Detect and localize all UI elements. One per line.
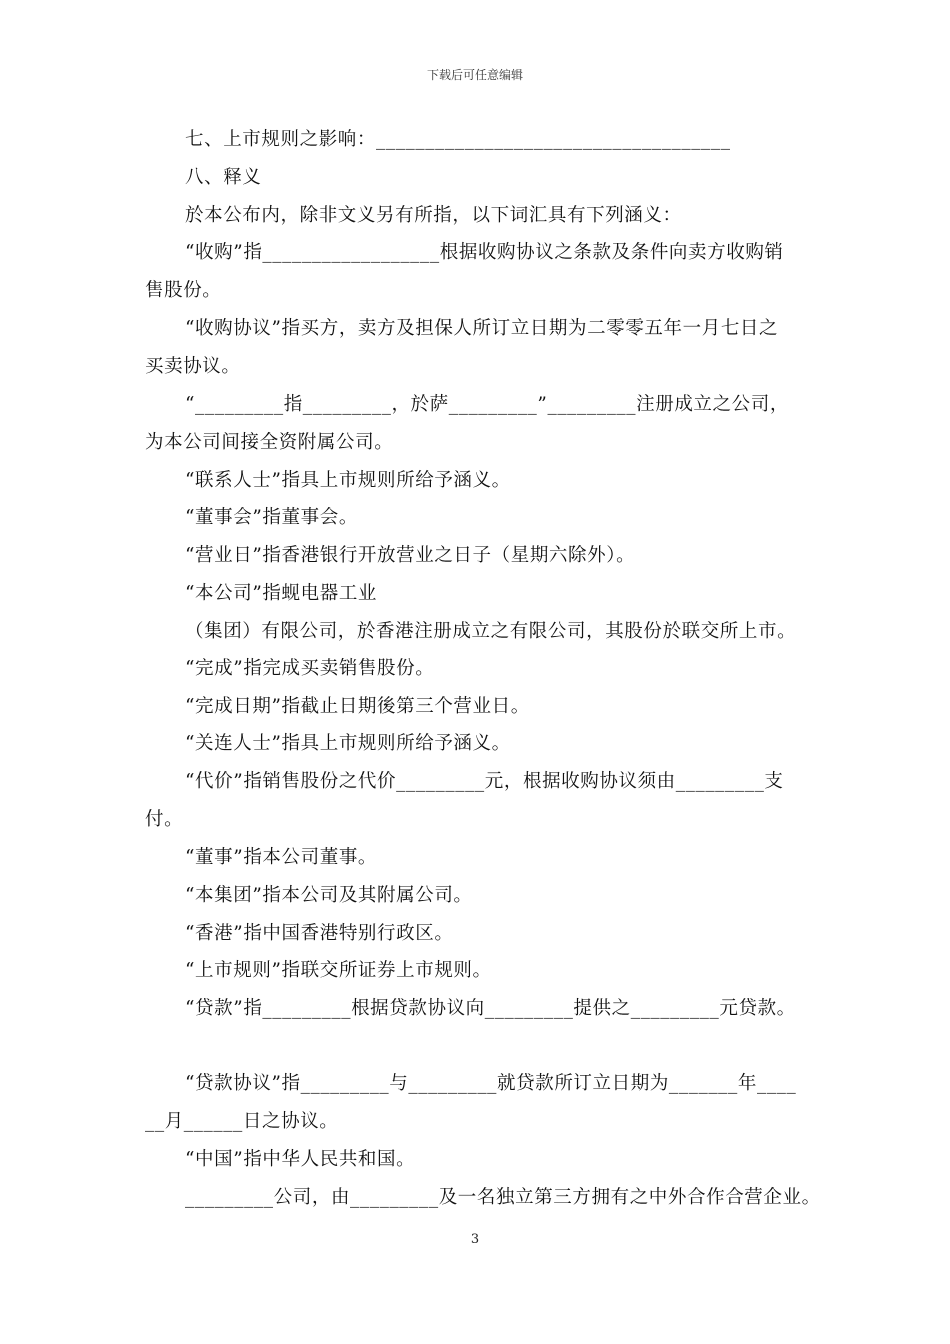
definition-line: _________公司，由_________及一名独立第三方拥有之中外合作合营企业。 — [185, 1187, 821, 1208]
definition-line: “收购协议”指买方，卖方及担保人所订立日期为二零零五年一月七日之 — [185, 318, 779, 339]
definition-line-cont: 买卖协议。 — [145, 356, 241, 377]
definition-line: “上市规则”指联交所证券上市规则。 — [185, 960, 492, 981]
definition-line: “贷款”指_________根据贷款协议向_________提供之_________元贷款。 — [185, 998, 796, 1019]
definition-line: “董事会”指董事会。 — [185, 507, 358, 528]
definition-line: “完成日期”指截止日期後第三个营业日。 — [185, 696, 530, 717]
definition-line: “香港”指中国香港特别行政区。 — [185, 923, 454, 944]
definition-line: “董事”指本公司董事。 — [185, 847, 378, 868]
definition-line-cont: 售股份。 — [145, 280, 222, 301]
definition-line: “营业日”指香港银行开放营业之日子（星期六除外）。 — [185, 545, 636, 566]
definition-line: “完成”指完成买卖销售股份。 — [185, 658, 435, 679]
section-eight-heading: 八、释义 — [185, 167, 262, 188]
definition-line-cont: __月______日之协议。 — [145, 1111, 339, 1132]
page-header: 下载后可任意编辑 — [426, 68, 523, 82]
definition-line: “收购”指__________________根据收购协议之条款及条件向卖方收购销 — [185, 242, 784, 263]
definition-line-cont: 付。 — [145, 809, 184, 830]
definition-line: “中国”指中华人民共和国。 — [185, 1149, 416, 1170]
definition-line: “关连人士”指具上市规则所给予涵义。 — [185, 733, 511, 754]
section-seven-line: 七、上市规则之影响：____________________________________ — [185, 129, 731, 150]
definition-line: “本集团”指本公司及其附属公司。 — [185, 885, 473, 906]
page-number: 3 — [470, 1232, 480, 1247]
definition-line: （集团）有限公司，於香港注册成立之有限公司，其股份於联交所上市。 — [185, 621, 797, 642]
definition-line: “联系人士”指具上市规则所给予涵义。 — [185, 470, 511, 491]
definition-line: “本公司”指蚬电器工业 — [185, 583, 378, 604]
definition-line: “_________指_________，於萨_________”_________注册成立之公司， — [185, 394, 789, 415]
definition-line-cont: 为本公司间接全资附属公司。 — [145, 432, 394, 453]
definition-line: “代价”指销售股份之代价_________元，根据收购协议须由_________支 — [185, 771, 784, 792]
definition-intro: 於本公布内，除非文义另有所指，以下词汇具有下列涵义： — [185, 205, 682, 226]
definition-line: “贷款协议”指_________与_________就贷款所订立日期为_______年____ — [185, 1073, 797, 1094]
